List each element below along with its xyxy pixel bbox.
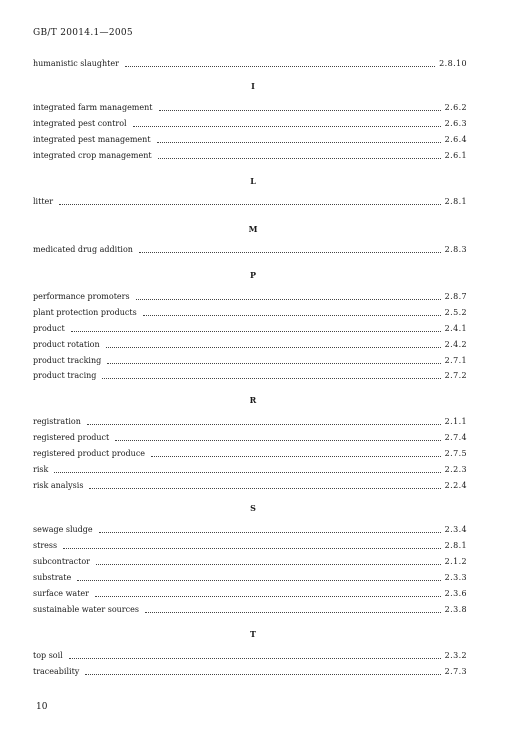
index-entry (33, 461, 467, 475)
clause-reference: 2.1.2 (444, 557, 467, 566)
page-number: 10 (36, 702, 48, 712)
clause-reference: 2.4.1 (444, 324, 467, 333)
dot-leader (139, 250, 441, 253)
dot-leader (133, 124, 441, 127)
index-term: registered product produce (33, 449, 146, 458)
index-entry (33, 320, 467, 334)
index-term: performance promoters (33, 292, 130, 301)
index-term: surface water (33, 589, 89, 598)
index-entry (33, 413, 467, 427)
dot-leader (99, 530, 441, 533)
index-term: integrated farm management (33, 103, 153, 112)
index-entry (33, 147, 467, 161)
clause-reference: 2.8.10 (439, 59, 467, 68)
index-letter-heading: M (248, 224, 258, 234)
index-term: integrated crop management (33, 151, 152, 160)
dot-leader (54, 470, 440, 473)
index-letter-heading: R (249, 395, 257, 405)
clause-reference: 2.3.3 (444, 573, 467, 582)
dot-leader (158, 156, 441, 159)
clause-reference: 2.8.1 (444, 541, 467, 550)
clause-reference: 2.2.3 (444, 465, 467, 474)
index-term: sustainable water sources (33, 605, 139, 614)
index-entry (33, 336, 467, 350)
index-entry (33, 601, 467, 615)
dot-leader (107, 361, 440, 364)
index-entry (33, 521, 467, 535)
index-entry (33, 429, 467, 443)
index-term: humanistic slaughter (33, 59, 119, 68)
index-entry (33, 569, 467, 583)
index-term: product rotation (33, 340, 100, 349)
dot-leader (96, 562, 441, 565)
index-entry (33, 553, 467, 567)
index-term: risk (33, 465, 49, 474)
dot-leader (59, 202, 441, 205)
dot-leader (87, 422, 441, 425)
dot-leader (136, 297, 441, 300)
dot-leader (95, 594, 441, 597)
index-letter-heading: P (249, 270, 256, 280)
index-term: product tracing (33, 371, 97, 380)
index-entry (33, 537, 467, 551)
dot-leader (69, 656, 441, 659)
clause-reference: 2.7.4 (444, 433, 467, 442)
dot-leader (125, 64, 435, 67)
index-term: registration (33, 417, 81, 426)
index-entry (33, 55, 467, 69)
clause-reference: 2.6.1 (444, 151, 467, 160)
dot-leader (102, 376, 440, 379)
dot-leader (71, 329, 441, 332)
index-term: sewage sludge (33, 525, 93, 534)
clause-reference: 2.3.8 (444, 605, 467, 614)
clause-reference: 2.7.3 (444, 667, 467, 676)
index-entry (33, 585, 467, 599)
clause-reference: 2.4.2 (444, 340, 467, 349)
index-entry (33, 99, 467, 113)
clause-reference: 2.7.2 (444, 371, 467, 380)
index-term: subcontractor (33, 557, 90, 566)
index-term: plant protection products (33, 308, 137, 317)
index-entry (33, 241, 467, 255)
index-entry (33, 131, 467, 145)
index-entry (33, 445, 467, 459)
dot-leader (151, 454, 441, 457)
index-term: substrate (33, 573, 72, 582)
index-letter-heading: S (250, 503, 256, 513)
index-letter-heading: I (251, 81, 255, 91)
clause-reference: 2.3.2 (444, 651, 467, 660)
clause-reference: 2.3.6 (444, 589, 467, 598)
clause-reference: 2.7.5 (444, 449, 467, 458)
dot-leader (77, 578, 440, 581)
index-entry (33, 647, 467, 661)
index-term: product (33, 324, 65, 333)
clause-reference: 2.6.3 (444, 119, 467, 128)
dot-leader (85, 672, 440, 675)
index-entry (33, 367, 467, 381)
clause-reference: 2.8.7 (444, 292, 467, 301)
index-letter-heading: T (250, 629, 256, 639)
clause-reference: 2.2.4 (444, 481, 467, 490)
dot-leader (157, 140, 441, 143)
dot-leader (143, 313, 441, 316)
clause-reference: 2.8.1 (444, 197, 467, 206)
index-entry (33, 288, 467, 302)
index-term: traceability (33, 667, 80, 676)
index-entry (33, 352, 467, 366)
index-term: stress (33, 541, 58, 550)
clause-reference: 2.3.4 (444, 525, 467, 534)
index-term: medicated drug addition (33, 245, 133, 254)
dot-leader (159, 108, 441, 111)
index-term: product tracking (33, 356, 102, 365)
index-entry (33, 304, 467, 318)
index-term: top soil (33, 651, 63, 660)
index-entry (33, 193, 467, 207)
dot-leader (115, 438, 440, 441)
clause-reference: 2.6.2 (444, 103, 467, 112)
index-term: risk analysis (33, 481, 84, 490)
index-entry (33, 115, 467, 129)
dot-leader (63, 546, 441, 549)
clause-reference: 2.7.1 (444, 356, 467, 365)
dot-leader (145, 610, 441, 613)
dot-leader (89, 486, 440, 489)
dot-leader (106, 345, 441, 348)
index-letter-heading: L (250, 176, 256, 186)
clause-reference: 2.8.3 (444, 245, 467, 254)
index-entry (33, 663, 467, 677)
index-term: registered product (33, 433, 110, 442)
index-term: litter (33, 197, 54, 206)
clause-reference: 2.6.4 (444, 135, 467, 144)
index-entry (33, 477, 467, 491)
index-term: integrated pest control (33, 119, 127, 128)
clause-reference: 2.1.1 (444, 417, 467, 426)
clause-reference: 2.5.2 (444, 308, 467, 317)
standard-header: GB/T 20014.1—2005 (33, 28, 133, 38)
index-term: integrated pest management (33, 135, 151, 144)
